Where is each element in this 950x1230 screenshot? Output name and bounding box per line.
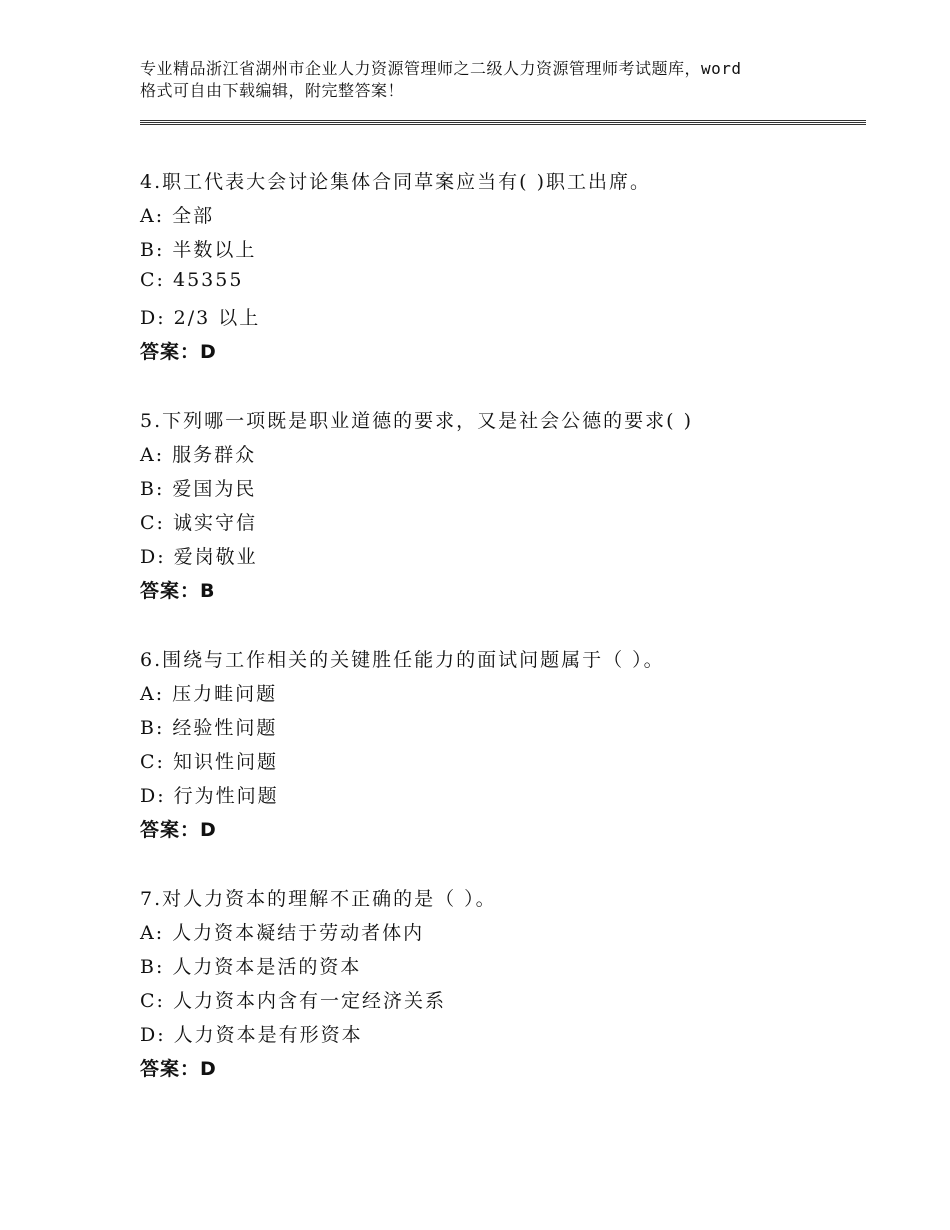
option-a: A: 全部 <box>140 205 215 227</box>
option-c: C: 人力资本内含有一定经济关系 <box>140 990 446 1012</box>
option-a: A: 服务群众 <box>140 444 257 466</box>
header-line-1: 专业精品浙江省湖州市企业人力资源管理师之二级人力资源管理师考试题库，word <box>140 59 742 78</box>
header-line-2: 格式可自由下载编辑，附完整答案！ <box>140 81 405 100</box>
answer-label: 答案：D <box>140 1058 217 1080</box>
option-b: B: 人力资本是活的资本 <box>140 956 362 978</box>
option-c: C: 知识性问题 <box>140 751 278 773</box>
question-title: 4.职工代表大会讨论集体合同草案应当有( )职工出席。 <box>140 171 651 193</box>
question-title: 7.对人力资本的理解不正确的是（ ）。 <box>140 888 497 910</box>
option-c: C: 45355 <box>140 269 244 291</box>
option-d: D: 爱岗敬业 <box>140 546 258 568</box>
option-c: C: 诚实守信 <box>140 512 257 534</box>
header-divider-middle <box>140 122 866 123</box>
option-d: D: 行为性问题 <box>140 785 279 807</box>
option-b: B: 半数以上 <box>140 239 257 261</box>
answer-label: 答案：D <box>140 341 217 363</box>
option-b: B: 爱国为民 <box>140 478 257 500</box>
option-d: D: 人力资本是有形资本 <box>140 1024 363 1046</box>
header-divider-bottom <box>140 124 866 125</box>
option-a: A: 压力畦问题 <box>140 683 278 705</box>
question-title: 6.围绕与工作相关的关键胜任能力的面试问题属于（ ）。 <box>140 649 665 671</box>
answer-label: 答案：D <box>140 819 217 841</box>
header-divider-top <box>140 120 866 121</box>
option-d: D: 2/3 以上 <box>140 307 261 329</box>
option-a: A: 人力资本凝结于劳动者体内 <box>140 922 425 944</box>
question-title: 5.下列哪一项既是职业道德的要求，又是社会公德的要求( ) <box>140 410 693 432</box>
answer-label: 答案：B <box>140 580 216 602</box>
document-header <box>140 58 830 102</box>
option-b: B: 经验性问题 <box>140 717 278 739</box>
